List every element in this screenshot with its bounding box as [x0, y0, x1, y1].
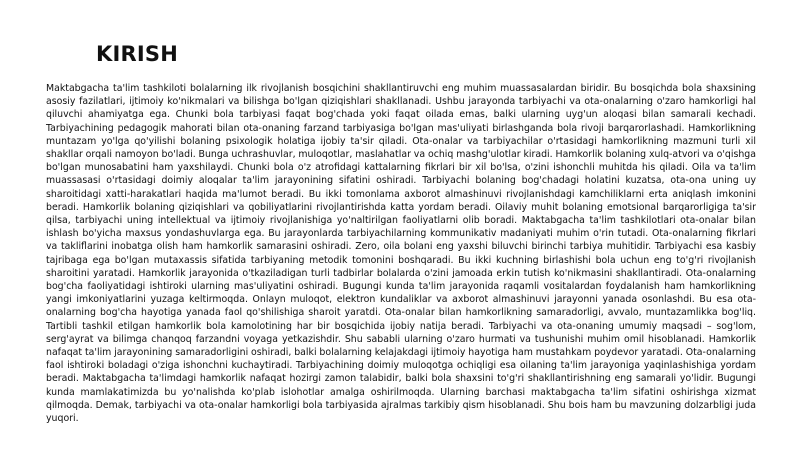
document-title: KIRISH: [96, 42, 178, 66]
document-body-paragraph: Maktabgacha ta'lim tashkiloti bolalarning ilk rivojlanish bosqichini shakllantiruvchi eng muhim muassasalardan biridir. Bu bosqichda bola shaxsining asosiy fazilatlari, ijtimoiy ko'nikmalari va bilishga bo'lgan qiziqishlari shakllanadi. Ushbu jarayonda tarbiyachi va ota-onalarning o'zaro hamkorligi hal qiluvchi ahamiyatga ega. Chunki bola tarbiyasi faqat bog'chada yoki faqat oilada emas, balki ularning uyg'un aloqasi bilan samarali kechadi. Tarbiyachining pedagogik mahorati bilan ota-onaning farzand tarbiyasiga bo'lgan mas'uliyati birlashganda bola rivoji barqarorlashadi. Hamkorlikning muntazam yo'lga qo'yilishi bolaning psixologik holatiga ijobiy ta'sir qiladi. Ota-onalar va tarbiyachilar o'rtasidagi hamkorlikning mazmuni turli xil shakllar orqali namoyon bo'ladi. Bunga uchrashuvlar, muloqotlar, maslahatlar va ochiq mashg'ulotlar kiradi. Hamkorlik bolaning xulq-atvori va o'qishga bo'lgan munosabatini ham yaxshilaydi. Chunki bola o'z atrofidagi kattalarning fikrlari bir xil bo'lsa, o'zini ishonchli muhitda his qiladi. Oila va ta'lim muassasasi o'rtasidagi doimiy aloqalar ta'lim jarayonining sifatini oshiradi. Tarbiyachi bolaning bog'chadagi holatini kuzatsa, ota-ona uning uy sharoitidagi xatti-harakatlari haqida ma'lumot beradi. Bu ikki tomonlama axborot almashinuvi rivojlanishdagi kamchiliklarni erta aniqlash imkonini beradi. Hamkorlik bolaning qiziqishlari va qobiliyatlarini rivojlantirishda katta yordam beradi. Oilaviy muhit bolaning emotsional barqarorligiga ta'sir qilsa, tarbiyachi uning intellektual va ijtimoiy rivojlanishiga yo'naltirilgan faoliyatlarni olib boradi. Maktabgacha ta'lim tashkilotlari ota-onalar bilan ishlash bo'yicha maxsus yondashuvlarga ega. Bu jarayonlarda tarbiyachilarning kommunikativ madaniyati muhim o'rin tutadi. Ota-onalarning fikrlari va takliflarini inobatga olish ham hamkorlik samarasini oshiradi. Zero, oila bolani eng yaxshi biluvchi birinchi tarbiya muhitidir. Tarbiyachi esa kasbiy tajribaga ega bo'lgan mutaxassis sifatida tarbiyaning metodik tomonini boshqaradi. Bu ikki kuchning birlashishi bola uchun eng to'g'ri rivojlanish sharoitini yaratadi. Hamkorlik jarayonida o'tkaziladigan turli tadbirlar bolalarda o'zini jamoada erkin tutish ko'nikmasini shakllantiradi. Ota-onalarning bog'cha faoliyatidagi ishtiroki ularning mas'uliyatini oshiradi. Bugungi kunda ta'lim jarayonida raqamli vositalardan foydalanish ham hamkorlikning yangi imkoniyatlarini yuzaga keltirmoqda. Onlayn muloqot, elektron kundaliklar va axborot almashinuvi jarayonni yanada osonlashdi. Bu esa ota-onalarning bog'cha hayotiga yanada faol qo'shilishiga sharoit yaratdi. Ota-onalar bilan hamkorlikning samaradorligi, avvalo, muntazamlikka bog'liq. Tartibli tashkil etilgan hamkorlik bola kamolotining har bir bosqichida ijobiy natija beradi. Tarbiyachi va ota-onaning umumiy maqsadi – sog'lom, serg'ayrat va bilimga chanqoq farzandni voyaga yetkazishdir. Shu sababli ularning o'zaro hurmati va tushunishi muhim omil hisoblanadi. Hamkorlik nafaqat ta'lim jarayonining samaradorligini oshiradi, balki bolalarning kelajakdagi ijtimoiy hayotiga ham mustahkam poydevor yaratadi. Ota-onalarning faol ishtiroki boladagi o'ziga ishonchni kuchaytiradi. Tarbiyachining doimiy muloqotga ochiqligi esa oilaning ta'lim jarayoniga yaqinlashishiga yordam beradi. Maktabgacha ta'limdagi hamkorlik nafaqat hozirgi zamon talabidir, balki bola shaxsini to'g'ri shakllantirishning eng samarali yo'lidir. Bugungi kunda mamlakatimizda bu yo'nalishda ko'plab islohotlar amalga oshirilmoqda. Ularning barchasi maktabgacha ta'lim sifatini oshirishga xizmat qilmoqda. Demak, tarbiyachi va ota-onalar hamkorligi bola tarbiyasida ajralmas tarkibiy qism hisoblanadi. Shu bois ham bu mavzuning dolzarbligi juda yuqori.: [46, 83, 756, 425]
